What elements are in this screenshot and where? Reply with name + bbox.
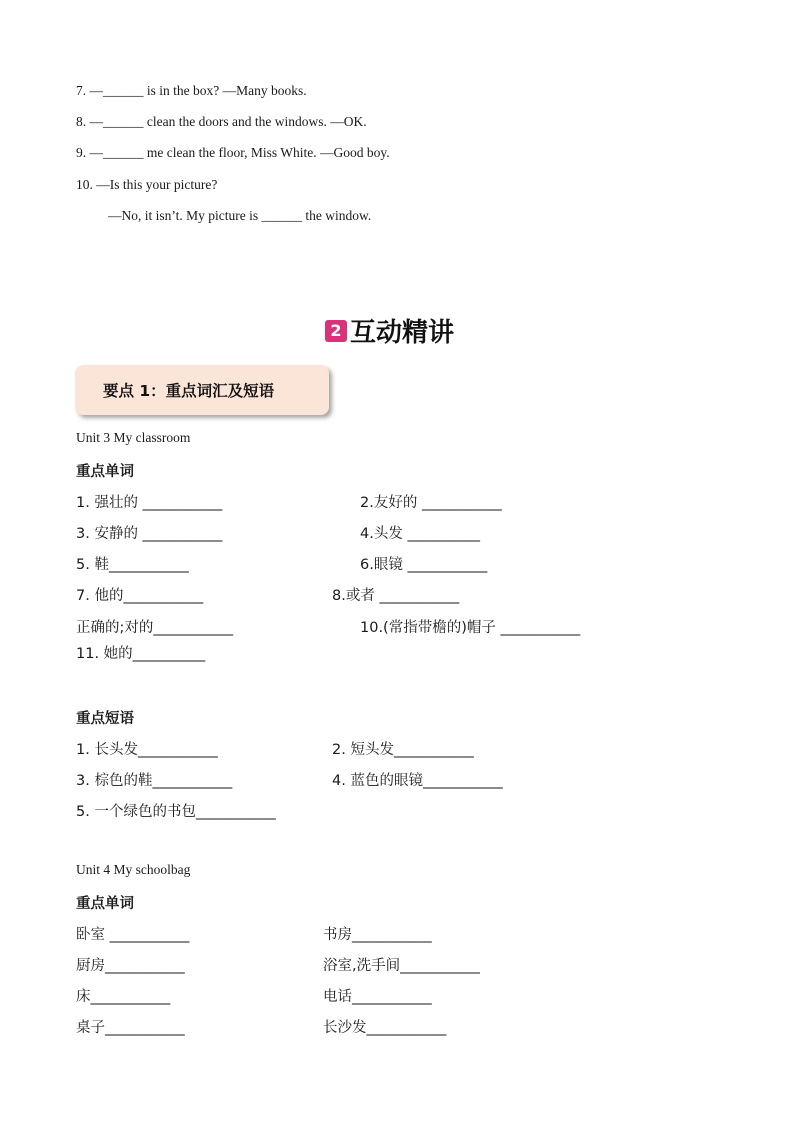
unit3-phrase-1: 1. 长头发___________: [76, 742, 218, 758]
unit3-words-heading: 重点单词: [76, 464, 134, 480]
unit3-word-8: 8.或者 ___________: [332, 588, 460, 604]
unit3-word-1: 1. 强壮的 ___________: [76, 495, 223, 511]
unit3-phrase-3: 3. 棕色的鞋___________: [76, 773, 233, 789]
section-title: 互动精讲: [350, 318, 455, 348]
unit4-word-sofa: 长沙发___________: [323, 1020, 447, 1036]
unit3-phrases-heading: 重点短语: [76, 711, 134, 727]
exercise-10-answer: —No, it isn’t. My picture is ______ the window.: [108, 208, 372, 223]
unit3-word-3: 3. 安静的 ___________: [76, 526, 223, 542]
unit4-word-bed: 床___________: [76, 989, 171, 1005]
unit3-word-9: 正确的;对的___________: [76, 620, 234, 636]
unit4-word-study: 书房___________: [323, 927, 432, 943]
unit3-phrase-4: 4. 蓝色的眼镜___________: [332, 773, 503, 789]
unit3-word-6: 6.眼镜 ___________: [360, 557, 488, 573]
key-point-tab: [75, 365, 329, 415]
unit3-word-2: 2.友好的 ___________: [360, 495, 502, 511]
unit3-phrase-5: 5. 一个绿色的书包___________: [76, 804, 276, 820]
unit4-title: Unit 4 My schoolbag: [76, 862, 191, 877]
section-heading: [325, 312, 454, 349]
unit4-word-bathroom: 浴室,洗手间___________: [323, 958, 480, 974]
unit3-word-7: 7. 他的___________: [76, 588, 204, 604]
unit3-word-10: 10.(常指带檐的)帽子 ___________: [360, 620, 581, 636]
exercise-9: 9. —______ me clean the floor, Miss White. —Good boy.: [76, 145, 390, 160]
unit3-phrase-2: 2. 短头发___________: [332, 742, 474, 758]
unit4-word-kitchen: 厨房___________: [76, 958, 185, 974]
key-point-label: 要点 1：重点词汇及短语: [103, 382, 275, 400]
unit4-word-bedroom: 卧室 ___________: [76, 927, 190, 943]
unit4-words-heading: 重点单词: [76, 896, 134, 912]
number-two-icon: 2: [325, 320, 347, 342]
unit4-word-table: 桌子___________: [76, 1020, 185, 1036]
exercise-7: 7. —______ is in the box? —Many books.: [76, 83, 307, 98]
exercise-8: 8. —______ clean the doors and the windows. —OK.: [76, 114, 367, 129]
unit3-title: Unit 3 My classroom: [76, 430, 191, 445]
exercise-10-question: 10. —Is this your picture?: [76, 177, 218, 192]
unit3-word-4: 4.头发 __________: [360, 526, 480, 542]
unit3-word-5: 5. 鞋___________: [76, 557, 189, 573]
unit3-word-11: 11. 她的__________: [76, 646, 206, 662]
unit4-word-phone: 电话___________: [323, 989, 432, 1005]
